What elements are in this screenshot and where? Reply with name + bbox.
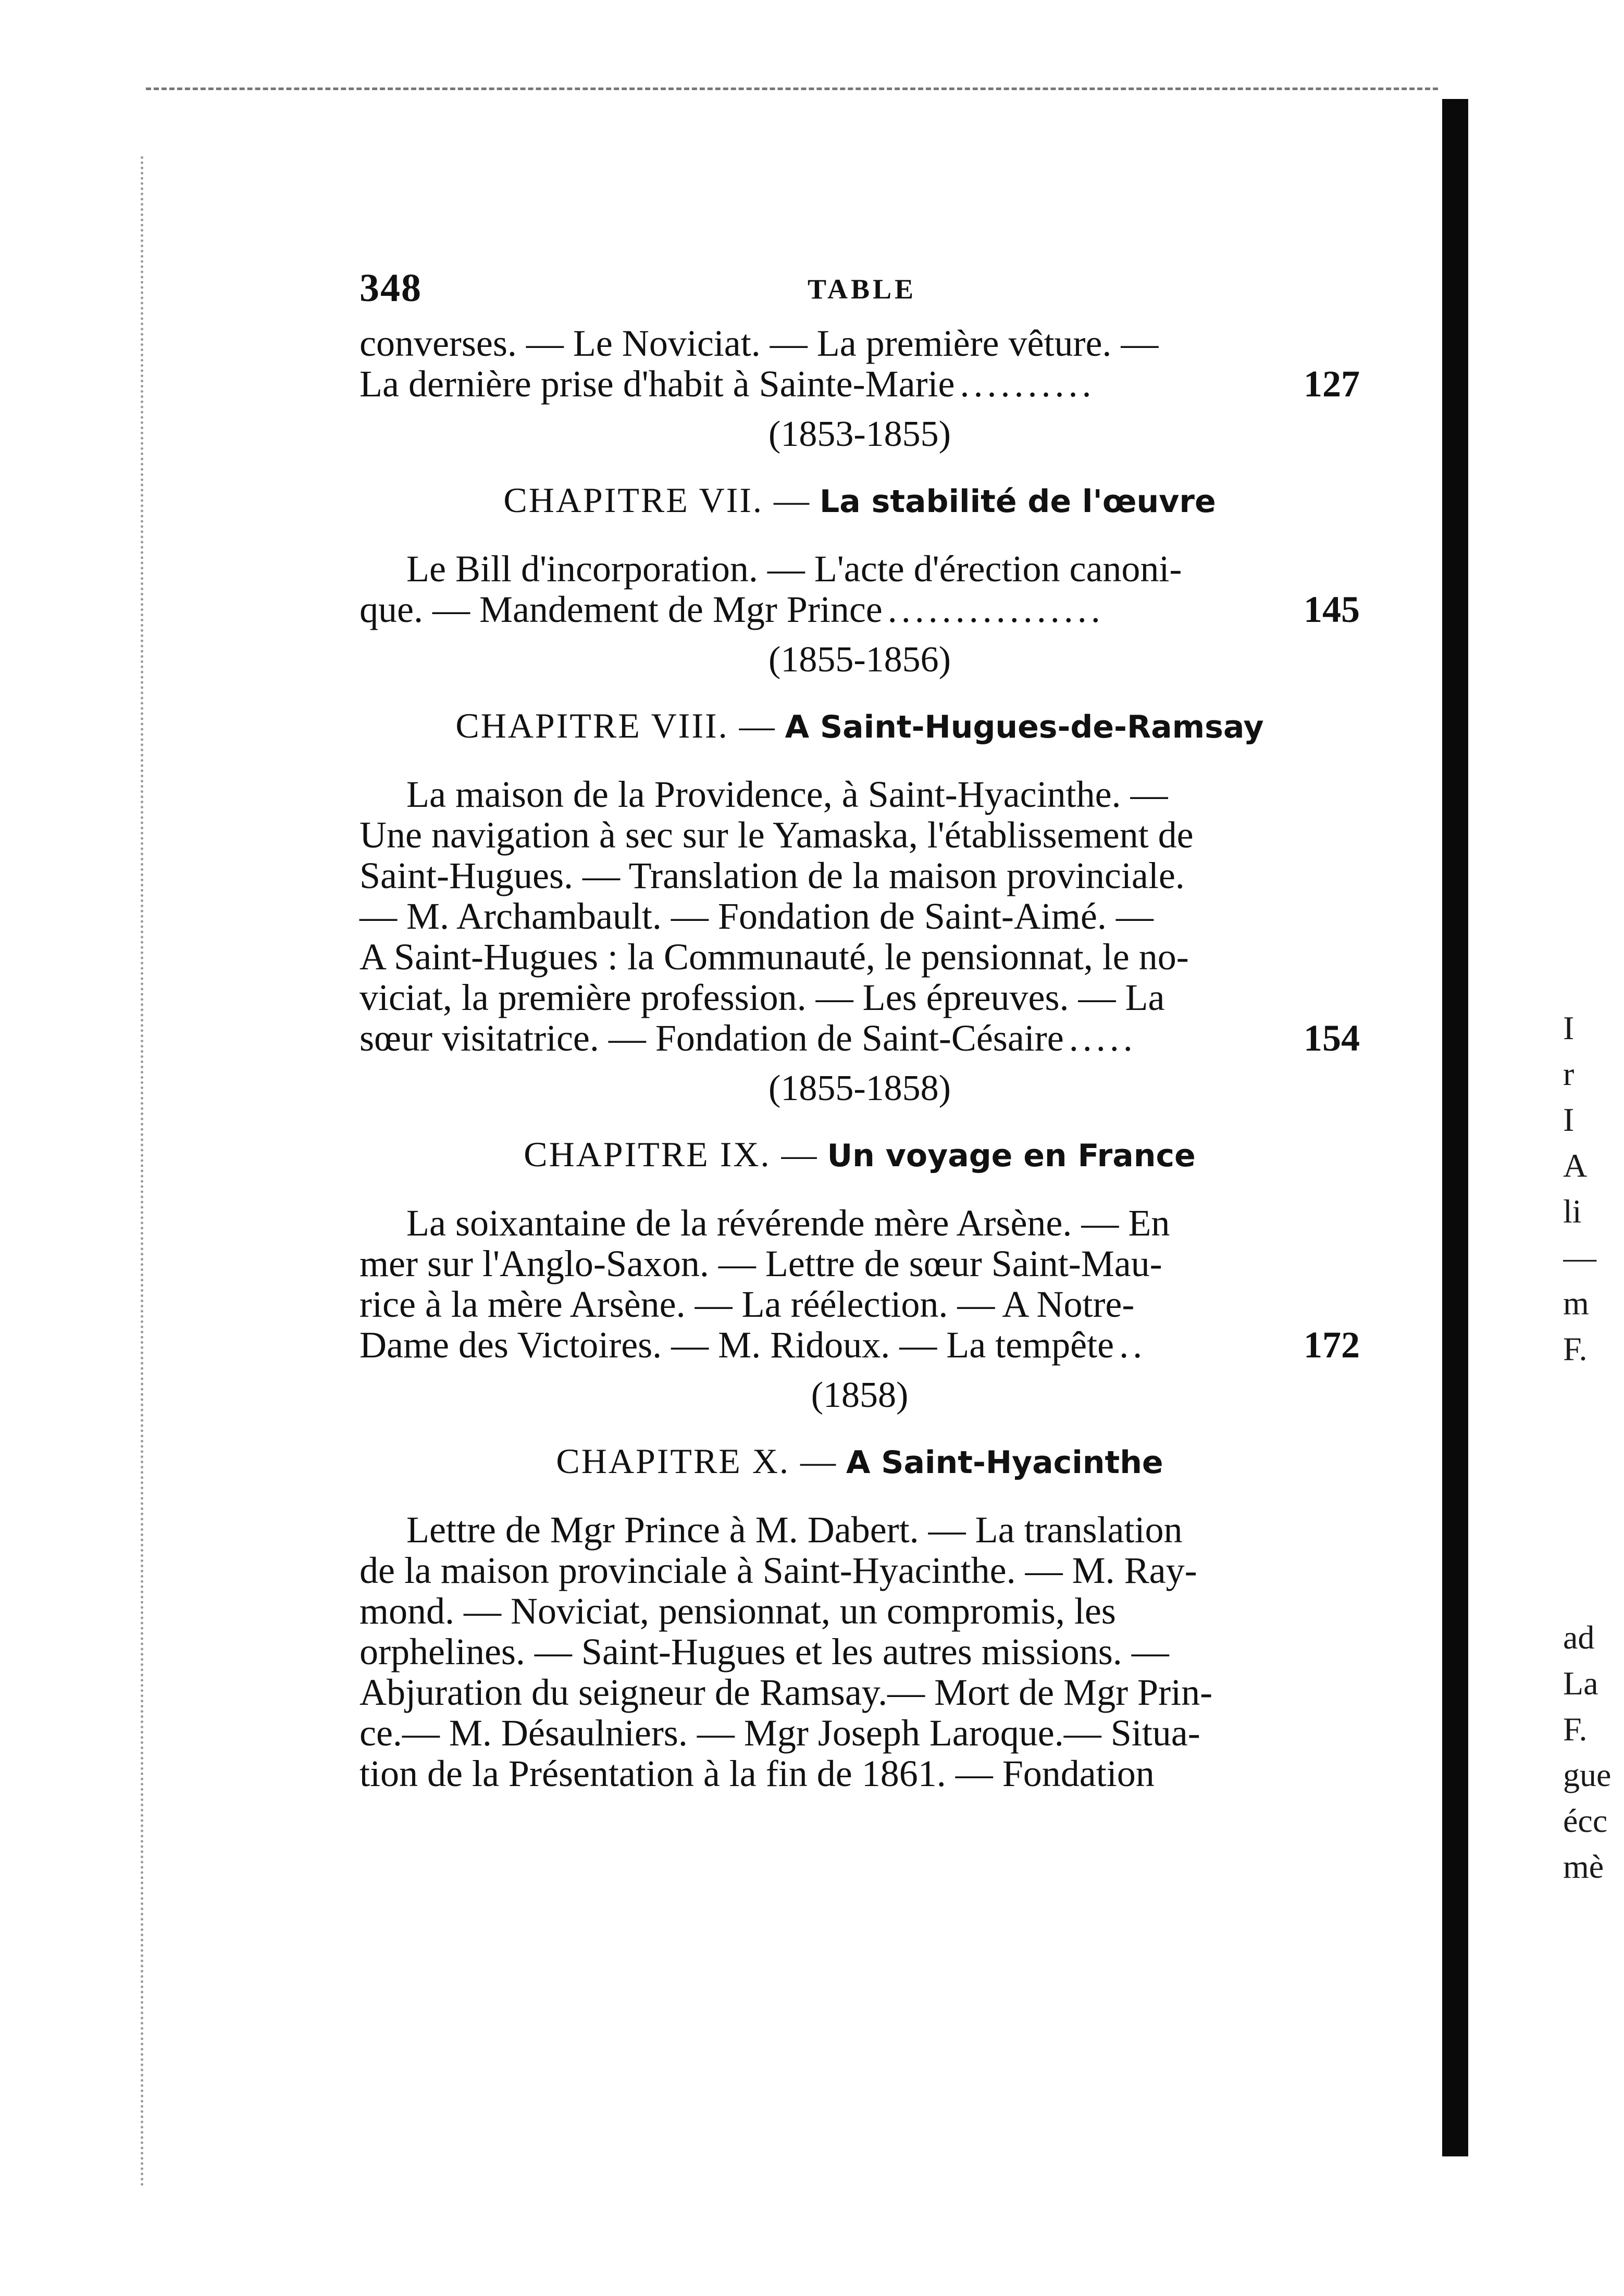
entry-line: converses. — Le Noviciat. — La première vêture. — (359, 322, 1159, 364)
entry-line: ce.— M. Désaulniers. — Mgr Joseph Laroque.— Situa- (359, 1712, 1200, 1754)
chapter-title: Un voyage en France (827, 1138, 1196, 1174)
entry-line: Une navigation à sec sur le Yamaska, l'établissement de (359, 814, 1194, 856)
entry-line: Abjuration du seigneur de Ramsay.— Mort de Mgr Prin- (359, 1671, 1213, 1713)
book-page (359, 266, 1360, 1798)
left-page-edge (141, 156, 143, 2188)
entry-line: tion de la Présentation à la fin de 1861. — Fondation (359, 1753, 1155, 1794)
entry-last-line (359, 1018, 1360, 1058)
chapter-heading (359, 474, 1360, 528)
entry-line: A Saint-Hugues : la Communauté, le pensionnat, le no- (359, 936, 1189, 978)
entry-line: de la maison provinciale à Saint-Hyacinthe. — M. Ray- (359, 1550, 1197, 1591)
chapter-heading (359, 1435, 1360, 1489)
entry-last-line (359, 364, 1360, 404)
top-edge-rule (146, 88, 1438, 90)
entry-line-text: La dernière prise d'habit à Sainte-Marie (359, 363, 955, 405)
chapter-label: CHAPITRE VII. — (503, 480, 811, 520)
book-spine-shadow (1442, 99, 1468, 2156)
chapter-title: La stabilité de l'œuvre (820, 483, 1216, 520)
chapter-heading (359, 1128, 1360, 1182)
date-range: (1858) (811, 1375, 909, 1415)
fragment-line: m (1563, 1284, 1589, 1321)
date-range: (1855-1858) (768, 1068, 951, 1108)
running-head (359, 266, 1360, 323)
entry-line: rice à la mère Arsène. — La réélection. — A Notre- (359, 1283, 1135, 1325)
toc-entry (359, 1509, 1360, 1794)
fragment-line: li (1563, 1193, 1582, 1230)
entry-last-line (359, 1325, 1360, 1365)
chapter-label: CHAPITRE VIII. — (455, 706, 776, 745)
entry-line: mer sur l'Anglo-Saxon. — Lettre de sœur Saint-Mau- (359, 1243, 1162, 1284)
entry-line: orphelines. — Saint-Hugues et les autres missions. — (359, 1631, 1169, 1673)
fragment-line: F. (1563, 1330, 1588, 1367)
fragment-line: I (1563, 1101, 1575, 1138)
fragment-line: gue (1563, 1756, 1611, 1793)
entry-line: La soixantaine de la révérende mère Arsène. — En (406, 1202, 1170, 1244)
chapter-label: CHAPITRE IX. — (524, 1134, 819, 1174)
page-number: 348 (359, 266, 422, 310)
entry-line: mond. — Noviciat, pensionnat, un compromis, les (359, 1590, 1116, 1632)
chapter-label: CHAPITRE X. — (556, 1441, 837, 1481)
fragment-line: A (1563, 1147, 1588, 1184)
chapter-title: A Saint-Hugues-de-Ramsay (785, 709, 1264, 745)
entry-line-text: Dame des Victoires. — M. Ridoux. — La tempête (359, 1324, 1114, 1366)
entry-line: La maison de la Providence, à Saint-Hyacinthe. — (406, 773, 1168, 815)
entry-page-number: 172 (1304, 1324, 1360, 1366)
entry-page-number: 127 (1304, 363, 1360, 405)
toc-entry (359, 548, 1360, 630)
entry-line: Saint-Hugues. — Translation de la maison provinciale. (359, 855, 1185, 896)
entry-line: Le Bill d'incorporation. — L'acte d'érection canoni- (406, 548, 1182, 590)
entry-page-number: 154 (1304, 1017, 1360, 1059)
entry-line-text: sœur visitatrice. — Fondation de Saint-Césaire (359, 1017, 1064, 1059)
fragment-line: — (1563, 1239, 1596, 1276)
fragment-line: ad (1563, 1619, 1595, 1656)
entry-page-number: 145 (1304, 589, 1360, 630)
facing-page-fragment-upper (1563, 1005, 1624, 1372)
chapter-heading (359, 700, 1360, 753)
fragment-line: La (1563, 1665, 1598, 1702)
dot-leader: ................ (887, 589, 1105, 630)
dot-leader: .......... (960, 364, 1096, 404)
toc-entry (359, 774, 1360, 1058)
fragment-line: mè (1563, 1848, 1604, 1885)
fragment-line: I (1563, 1009, 1575, 1046)
entry-line: viciat, la première profession. — Les épreuves. — La (359, 977, 1165, 1018)
toc-entry (359, 1203, 1360, 1365)
entry-line: Lettre de Mgr Prince à M. Dabert. — La translation (406, 1509, 1183, 1551)
fragment-line: F. (1563, 1711, 1588, 1748)
date-range: (1855-1856) (768, 640, 951, 680)
dot-leader: ..... (1069, 1018, 1137, 1058)
toc-entry (359, 323, 1360, 404)
fragment-line: r (1563, 1055, 1575, 1092)
entry-line: — M. Archambault. — Fondation de Saint-Aimé. — (359, 895, 1154, 937)
facing-page-fragment-lower (1563, 1615, 1624, 1890)
entry-line-text: que. — Mandement de Mgr Prince (359, 589, 883, 630)
running-title: TABLE (808, 273, 917, 305)
chapter-title: A Saint-Hyacinthe (846, 1444, 1163, 1481)
date-range: (1853-1855) (768, 414, 951, 454)
dot-leader: .. (1119, 1325, 1147, 1365)
entry-last-line (359, 589, 1360, 630)
fragment-line: écc (1563, 1802, 1608, 1839)
